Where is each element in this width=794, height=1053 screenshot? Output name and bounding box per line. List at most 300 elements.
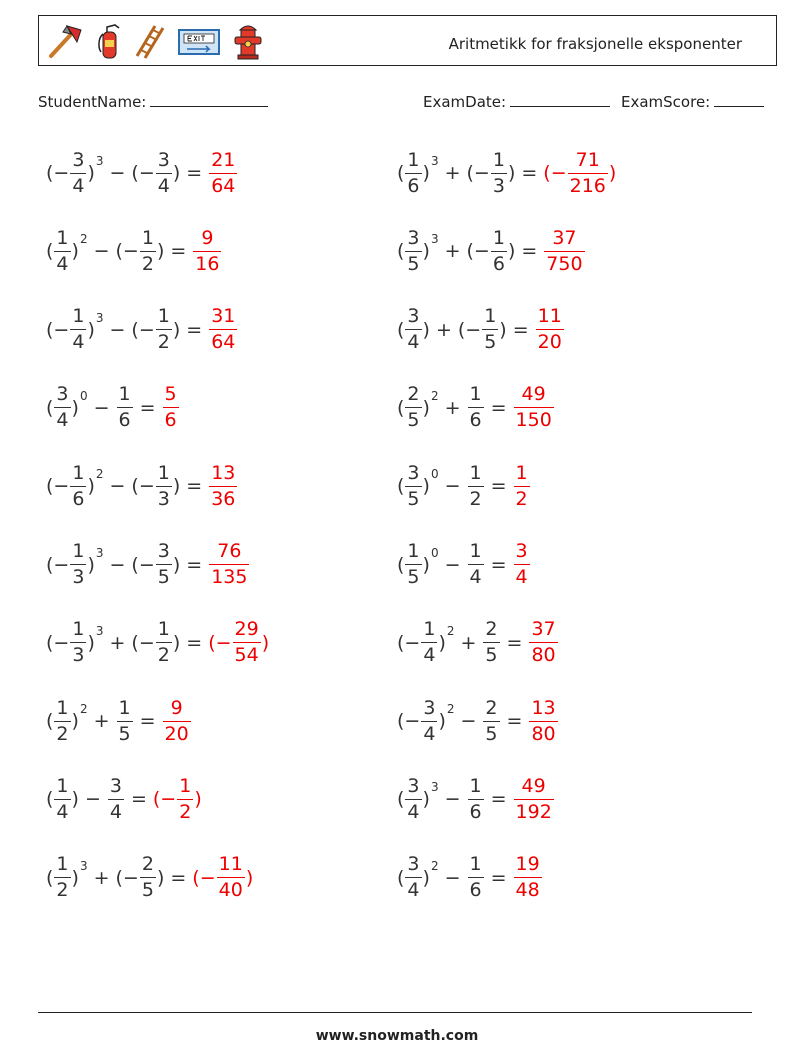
paren-close: )	[71, 788, 79, 811]
problem-item	[397, 221, 586, 281]
equals-sign: =	[186, 162, 203, 184]
denominator: 4	[56, 252, 69, 275]
operator: +	[460, 631, 477, 654]
fire-hydrant-icon	[231, 22, 265, 60]
paren-close: )	[499, 318, 507, 341]
answer-fraction	[514, 774, 554, 823]
answer	[192, 226, 222, 275]
minus-sign: −	[138, 631, 155, 654]
numerator: 1	[118, 383, 131, 406]
numerator: 1	[515, 461, 528, 484]
operator: −	[109, 475, 126, 498]
second-term	[131, 307, 180, 352]
paren-open: (	[457, 318, 466, 341]
answer-fraction	[209, 542, 249, 587]
fraction	[483, 696, 499, 745]
problem-item	[397, 535, 531, 595]
operator: +	[444, 162, 461, 184]
numerator: 1	[72, 305, 85, 328]
numerator: 5	[164, 383, 177, 406]
minus-sign: −	[138, 475, 155, 498]
numerator: 2	[485, 696, 498, 719]
paren-open: (	[46, 162, 54, 184]
fraction	[468, 385, 484, 430]
paren-open: (	[131, 162, 139, 184]
numerator: 1	[492, 226, 505, 249]
fraction	[405, 226, 421, 275]
denominator: 4	[56, 800, 69, 823]
first-term	[397, 461, 439, 510]
numerator: 3	[157, 148, 170, 171]
minus-sign: −	[215, 631, 232, 654]
problem-item	[397, 456, 531, 516]
paren-open: (	[152, 788, 161, 811]
numerator: 31	[211, 305, 236, 328]
first-term	[46, 148, 104, 197]
problem-item	[46, 300, 238, 360]
second-term	[467, 774, 485, 823]
fraction	[70, 542, 86, 587]
paren-close: )	[422, 475, 430, 498]
paren-close: )	[172, 318, 181, 341]
problem-item	[46, 848, 253, 908]
equals-sign: =	[521, 240, 538, 263]
exponent: 2	[446, 623, 455, 638]
student-name-label: StudentName:	[38, 93, 147, 111]
denominator: 64	[211, 174, 236, 197]
exponent: 3	[79, 858, 88, 873]
equals-sign: =	[186, 318, 203, 341]
fraction	[54, 226, 70, 275]
numerator: 1	[72, 618, 85, 641]
paren-close: )	[438, 631, 446, 654]
problem-item	[46, 221, 222, 281]
minus-sign: −	[138, 318, 155, 341]
problem-item	[397, 769, 555, 829]
paren-close: )	[172, 553, 181, 576]
student-name-blank[interactable]	[150, 105, 268, 107]
exponent: 2	[95, 467, 104, 482]
answer-fraction	[209, 307, 237, 352]
numerator: 76	[217, 540, 242, 562]
paren-open: (	[192, 866, 200, 889]
denominator: 2	[469, 487, 482, 510]
exam-date-field[interactable]	[423, 93, 610, 111]
operator: −	[109, 318, 126, 341]
answer	[513, 385, 555, 430]
exponent: 2	[430, 388, 439, 403]
denominator: 16	[195, 252, 220, 275]
answer	[208, 620, 269, 665]
paren-close: )	[422, 866, 430, 889]
denominator: 80	[531, 644, 556, 667]
minus-sign: −	[138, 553, 155, 576]
numerator: 1	[469, 383, 482, 406]
numerator: 71	[575, 148, 600, 171]
numerator: 49	[521, 774, 546, 797]
paren-close: )	[156, 866, 165, 889]
paren-open: (	[397, 240, 405, 263]
worksheet-title: Aritmetikk for fraksjonelle eksponenter	[448, 35, 742, 53]
exponent: 3	[95, 154, 104, 168]
denominator: 5	[484, 331, 497, 354]
second-term	[467, 855, 485, 900]
exam-score-field[interactable]	[621, 93, 764, 111]
axe-icon	[45, 22, 85, 60]
paren-open: (	[46, 710, 54, 733]
problem-item	[46, 769, 202, 829]
operator: −	[444, 788, 461, 811]
numerator: 3	[407, 774, 420, 797]
fraction	[405, 461, 421, 510]
second-term	[131, 148, 181, 197]
denominator: 4	[423, 644, 436, 667]
minus-sign: −	[53, 631, 70, 654]
equals-sign: =	[521, 162, 538, 184]
paren-close: )	[87, 553, 95, 576]
denominator: 3	[72, 644, 85, 667]
paren-open: (	[397, 710, 405, 733]
problem-item	[397, 613, 559, 673]
paren-open: (	[466, 162, 474, 184]
fraction	[405, 307, 421, 352]
denominator: 54	[234, 644, 259, 667]
minus-sign: −	[199, 866, 216, 889]
numerator: 1	[157, 618, 170, 641]
paren-open: (	[466, 240, 474, 263]
paren-close: )	[87, 631, 95, 654]
denominator: 6	[469, 800, 482, 823]
problem-item	[46, 691, 192, 751]
denominator: 2	[179, 800, 192, 823]
exponent: 0	[79, 388, 88, 403]
paren-close: )	[422, 240, 430, 263]
denominator: 4	[469, 566, 482, 588]
denominator: 6	[469, 879, 482, 902]
denominator: 3	[72, 566, 85, 588]
paren-open: (	[397, 631, 405, 654]
equals-sign: =	[490, 788, 507, 811]
numerator: 1	[72, 540, 85, 562]
footer-url: www.snowmath.com	[315, 1028, 479, 1044]
numerator: 19	[515, 853, 540, 876]
numerator: 1	[56, 853, 69, 876]
footer-divider	[38, 1012, 752, 1013]
first-term	[397, 385, 439, 430]
second-term	[116, 855, 165, 900]
denominator: 6	[118, 409, 131, 432]
numerator: 49	[521, 383, 546, 406]
first-term	[46, 774, 79, 823]
numerator: 3	[407, 305, 420, 328]
exponent: 3	[430, 154, 439, 168]
denominator: 3	[492, 174, 505, 197]
numerator: 1	[469, 540, 482, 562]
minus-sign: −	[473, 162, 490, 184]
answer-fraction	[163, 385, 179, 430]
fraction	[156, 461, 172, 510]
denominator: 6	[492, 252, 505, 275]
first-term	[46, 226, 88, 275]
numerator: 1	[179, 774, 192, 797]
paren-open: (	[46, 788, 54, 811]
fraction	[156, 620, 172, 665]
fraction	[421, 696, 437, 745]
paren-close: )	[71, 240, 79, 263]
equals-sign: =	[186, 631, 203, 654]
paren-open: (	[208, 631, 216, 654]
exam-date-label: ExamDate:	[423, 93, 507, 111]
numerator: 1	[423, 618, 436, 641]
minus-sign: −	[465, 318, 482, 341]
first-term	[46, 542, 104, 587]
numerator: 21	[211, 148, 236, 171]
numerator: 3	[407, 853, 420, 876]
minus-sign: −	[53, 553, 70, 576]
first-term	[46, 307, 104, 352]
operator: −	[109, 553, 126, 576]
denominator: 6	[407, 174, 420, 197]
answer-fraction	[217, 855, 245, 900]
fraction	[70, 307, 86, 352]
fraction	[140, 226, 156, 275]
numerator: 1	[469, 774, 482, 797]
numerator: 1	[56, 226, 69, 249]
paren-close: )	[422, 162, 430, 184]
paren-close: )	[156, 240, 165, 263]
numerator: 29	[234, 618, 259, 641]
problem-item	[397, 378, 555, 438]
denominator: 4	[72, 174, 85, 197]
operator: −	[84, 788, 101, 811]
exponent: 2	[446, 702, 455, 717]
paren-open: (	[115, 240, 123, 263]
paren-close: )	[87, 162, 95, 184]
denominator: 4	[72, 331, 85, 354]
first-term	[397, 148, 439, 197]
paren-open: (	[115, 866, 123, 889]
numerator: 11	[218, 853, 243, 876]
denominator: 48	[515, 879, 540, 902]
equals-sign: =	[506, 631, 523, 654]
fraction	[405, 542, 421, 587]
paren-close: )	[87, 475, 95, 498]
paren-open: (	[397, 475, 405, 498]
second-term	[131, 461, 181, 510]
denominator: 6	[164, 409, 177, 432]
exit-sign-icon	[177, 22, 221, 60]
problem-item	[397, 300, 565, 360]
fraction	[117, 385, 133, 430]
answer	[528, 696, 558, 745]
minus-sign: −	[404, 631, 421, 654]
problem-item	[46, 143, 238, 203]
fraction	[405, 148, 421, 197]
second-term	[467, 385, 485, 430]
denominator: 5	[118, 722, 131, 745]
denominator: 216	[569, 174, 606, 197]
numerator: 1	[407, 540, 420, 562]
denominator: 20	[164, 722, 189, 745]
problem-item	[397, 848, 543, 908]
minus-sign: −	[473, 240, 490, 263]
problem-item	[397, 143, 616, 203]
second-term	[115, 226, 165, 275]
denominator: 40	[218, 879, 243, 902]
denominator: 4	[407, 800, 420, 823]
operator: +	[444, 240, 461, 263]
numerator: 3	[72, 148, 85, 171]
minus-sign: −	[53, 318, 70, 341]
numerator: 2	[141, 853, 154, 876]
denominator: 4	[407, 331, 420, 354]
fraction	[468, 774, 484, 823]
answer	[513, 542, 531, 587]
minus-sign: −	[550, 162, 567, 184]
numerator: 3	[109, 774, 122, 797]
second-term	[482, 620, 500, 665]
paren-close: )	[87, 318, 95, 341]
operator: −	[460, 710, 477, 733]
numerator: 9	[170, 696, 183, 719]
answer-fraction	[536, 307, 564, 352]
first-term	[46, 855, 88, 900]
numerator: 1	[157, 305, 170, 328]
student-name-field[interactable]	[38, 93, 268, 111]
paren-close: )	[422, 553, 430, 576]
fraction	[482, 307, 498, 352]
second-term	[116, 385, 134, 430]
fraction	[108, 774, 124, 823]
numerator: 1	[56, 774, 69, 797]
numerator: 1	[484, 305, 497, 328]
operator: −	[93, 396, 110, 419]
answer-fraction	[514, 385, 554, 430]
exponent: 2	[79, 232, 88, 247]
exponent: 0	[430, 545, 439, 560]
problem-item	[397, 691, 559, 751]
numerator: 1	[118, 696, 131, 719]
fraction	[156, 148, 172, 197]
answer-fraction	[163, 696, 191, 745]
denominator: 80	[531, 722, 556, 745]
equals-sign: =	[186, 553, 203, 576]
minus-sign: −	[138, 162, 155, 184]
second-term	[458, 307, 507, 352]
paren-open: (	[46, 866, 54, 889]
numerator: 3	[515, 540, 528, 562]
numerator: 37	[531, 618, 556, 641]
second-term	[107, 774, 125, 823]
operator: +	[93, 866, 110, 889]
numerator: 2	[407, 383, 420, 406]
answer-fraction	[233, 620, 261, 665]
numerator: 1	[141, 226, 154, 249]
numerator: 1	[157, 461, 170, 484]
paren-open: (	[46, 475, 54, 498]
answer-fraction	[514, 855, 542, 900]
fraction	[54, 855, 70, 900]
first-term	[397, 620, 455, 665]
denominator: 135	[211, 566, 248, 588]
numerator: 3	[407, 226, 420, 249]
second-term	[116, 696, 134, 745]
answer	[208, 461, 238, 510]
problem-item	[46, 535, 250, 595]
denominator: 3	[157, 487, 170, 510]
paren-close: )	[172, 631, 181, 654]
paren-close: )	[172, 475, 181, 498]
answer-fraction	[209, 148, 237, 197]
numerator: 3	[56, 383, 69, 406]
paren-close: )	[422, 788, 430, 811]
minus-sign: −	[53, 162, 70, 184]
denominator: 5	[407, 566, 420, 588]
paren-close: )	[261, 631, 270, 654]
answer	[535, 307, 565, 352]
paren-close: )	[608, 162, 617, 184]
exam-score-blank[interactable]	[714, 105, 764, 107]
numerator: 1	[407, 148, 420, 171]
denominator: 2	[56, 879, 69, 902]
paren-open: (	[46, 553, 54, 576]
header-box	[38, 15, 777, 66]
numerator: 13	[211, 461, 236, 484]
answer-fraction	[529, 620, 557, 665]
denominator: 4	[157, 174, 170, 197]
answer	[162, 696, 192, 745]
answer-fraction	[568, 148, 608, 197]
numerator: 2	[485, 618, 498, 641]
fraction	[405, 855, 421, 900]
fraction	[405, 774, 421, 823]
operator: −	[444, 553, 461, 576]
paren-close: )	[507, 240, 516, 263]
equals-sign: =	[170, 240, 187, 263]
second-term	[467, 542, 485, 587]
paren-close: )	[194, 788, 202, 811]
fraction	[54, 774, 70, 823]
exam-date-blank[interactable]	[510, 105, 610, 107]
paren-close: )	[172, 162, 181, 184]
minus-sign: −	[122, 866, 139, 889]
paren-close: )	[245, 866, 254, 889]
operator: −	[109, 162, 126, 184]
minus-sign: −	[160, 788, 177, 811]
first-term	[46, 385, 88, 430]
fraction	[491, 148, 507, 197]
fraction	[140, 855, 156, 900]
answer	[543, 148, 617, 197]
paren-close: )	[71, 710, 79, 733]
exponent: 3	[430, 232, 439, 247]
answer-fraction	[544, 226, 584, 275]
numerator: 3	[423, 696, 436, 719]
second-term	[466, 226, 516, 275]
denominator: 20	[537, 331, 562, 354]
fire-extinguisher-icon	[95, 22, 123, 60]
equals-sign: =	[506, 710, 523, 733]
numerator: 1	[469, 461, 482, 484]
first-term	[46, 696, 88, 745]
paren-close: )	[71, 396, 79, 419]
operator: +	[444, 396, 461, 419]
denominator: 2	[157, 644, 170, 667]
fraction	[491, 226, 507, 275]
answer	[192, 855, 253, 900]
paren-close: )	[438, 710, 446, 733]
answer-fraction	[514, 461, 530, 510]
